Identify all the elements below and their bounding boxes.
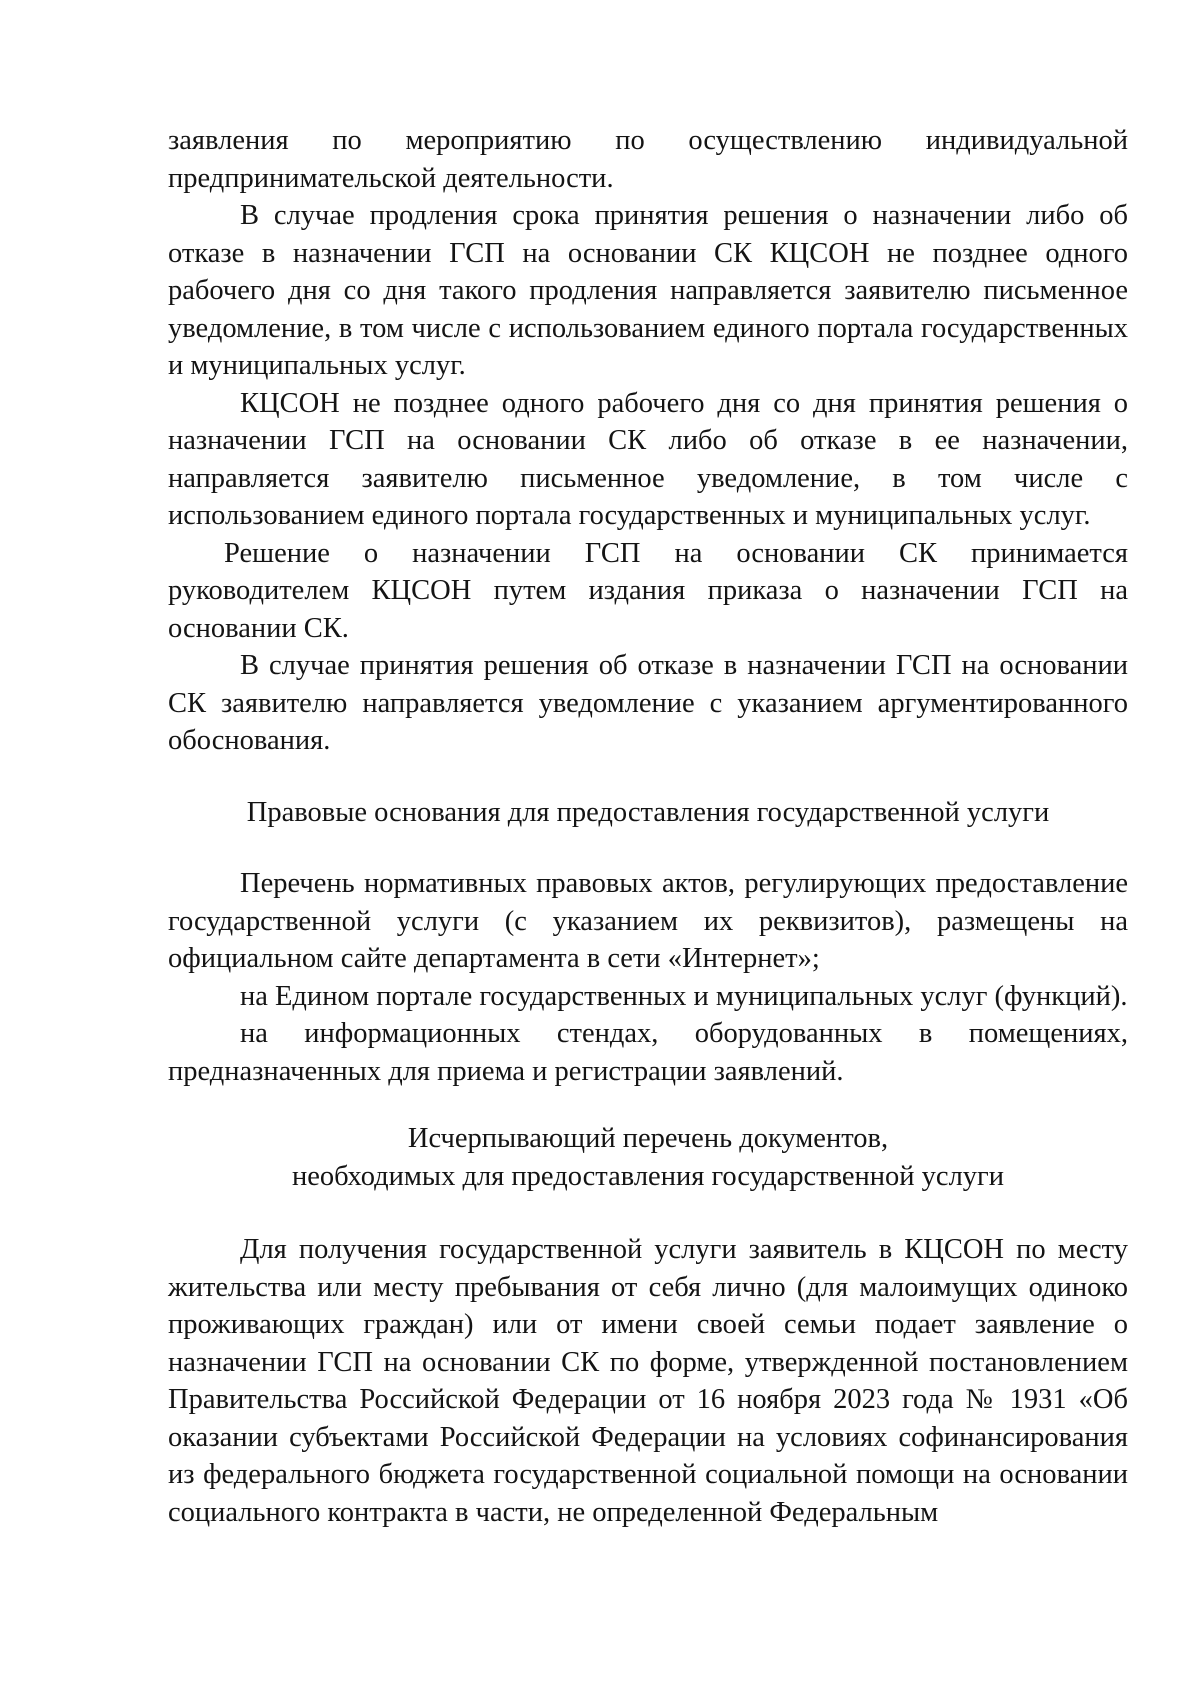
- paragraph-extension-notice: В случае продления срока принятия решения о назначении либо об отказе в назначении ГСП на основании СК КЦСОН не позднее одного рабочего дня со дня такого продления направляется заявителю письменное уведомление, в том числе с использованием единого портала государственных и муниципальных услуг.: [168, 200, 1128, 381]
- paragraph-continuation: заявления по мероприятию по осуществлению индивидуальной предпринимательской деятельности.: [168, 125, 1128, 194]
- paragraph-decision: Решение о назначении ГСП на основании СК принимается руководителем КЦСОН путем издания приказа о назначении ГСП на основании СК.: [168, 537, 1128, 644]
- paragraph-application: Для получения государственной услуги заявитель в КЦСОН по месту жительства или месту пребывания от себя лично (для малоимущих одиноко проживающих граждан) или от имени своей семьи подает заявление о назначении ГСП на основании СК по форме, утвержденной постановлением Правительства Российской Федерации от 16 ноября 2023 года № 1931 «Об оказании субъектами Российской Федерации на условиях софинансирования из федерального бюджета государственной социальной помощи на основании социального контракта в части, не определенной Федеральным: [168, 1234, 1128, 1528]
- section-heading-legal-basis: Правовые основания для предоставления государственной услуги: [246, 796, 1050, 828]
- section-heading-documents-line2: необходимых для предоставления государственной услуги: [291, 1160, 1004, 1192]
- paragraph-kcson-notice: КЦСОН не позднее одного рабочего дня со дня принятия решения о назначении ГСП на основании СК либо об отказе в ее назначении, направляется заявителю письменное уведомление, в том числе с использованием единого портала государственных и муниципальных услуг.: [168, 387, 1128, 531]
- paragraph-refusal: В случае принятия решения об отказе в назначении ГСП на основании СК заявителю направляется уведомление с указанием аргументированного обоснования.: [168, 650, 1128, 756]
- paragraph-unified-portal: на Едином портале государственных и муниципальных услуг (функций).: [240, 980, 1128, 1012]
- paragraph-legal-acts: Перечень нормативных правовых актов, регулирующих предоставление государственной услуги (с указанием их реквизитов), размещены на официальном сайте департамента в сети «Интернет»;: [168, 868, 1128, 974]
- document-body: [168, 122, 1128, 1531]
- section-heading-documents-line1: Исчерпывающий перечень документов,: [407, 1123, 889, 1154]
- paragraph-info-stands: на информационных стендах, оборудованных в помещениях, предназначенных для приема и регистрации заявлений.: [168, 1018, 1128, 1087]
